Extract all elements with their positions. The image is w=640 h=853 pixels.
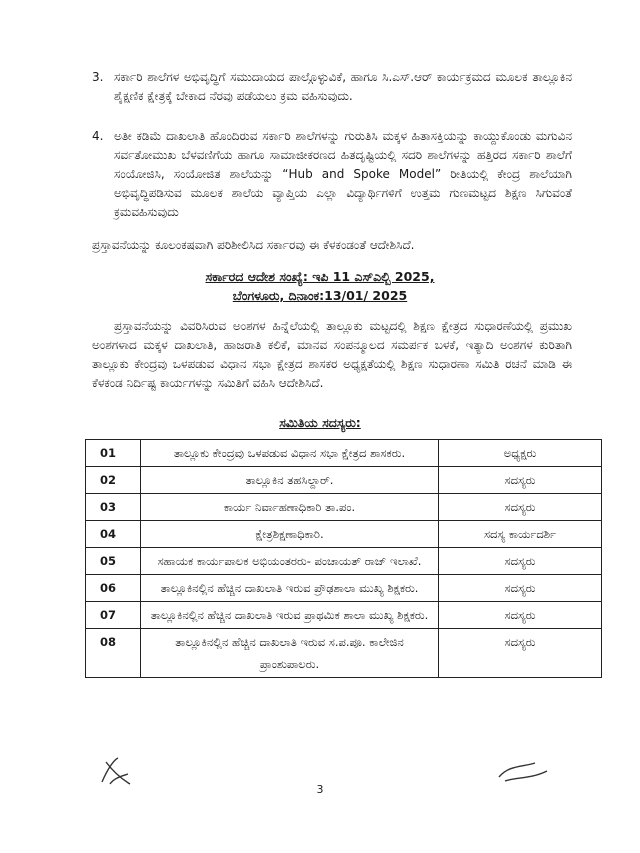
committee-heading: ಸಮಿತಿಯ ಸದಸ್ಯರು: bbox=[279, 415, 361, 430]
member-role: ಸದಸ್ಯರು bbox=[439, 467, 602, 494]
table-row bbox=[86, 602, 602, 629]
order-body: ಪ್ರಸ್ತಾವನೆಯನ್ನು ವಿವರಿಸಿರುವ ಅಂಶಗಳ ಹಿನ್ನೆಲೆಯಲ್ಲಿ ತಾಲ್ಲೂಕು ಮಟ್ಟದಲ್ಲಿ ಶಿಕ್ಷಣ ಕ್ಷೇತ್ರದ ಸುಧಾರಣೆಯಲ್ಲಿ ಪ್ರಮುಖ ಅಂಶಗಳಾದ ಮಕ್ಕಳ ದಾಖಲಾತಿ, ಹಾಜರಾತಿ ಕಲಿಕೆ, ಮಾನವ ಸಂಪನ್ಮೂಲದ ಸಮರ್ಪಕ ಬಳಕೆ, ಇತ್ಯಾದಿ ಅಂಶಗಳ ಕುರಿತಾಗಿ ತಾಲ್ಲೂಕು ಕೇಂದ್ರವು ಒಳಪಡುವ ವಿಧಾನ ಸಭಾ ಕ್ಷೇತ್ರದ ಶಾಸಕರ ಅಧ್ಯಕ್ಷತೆಯಲ್ಲಿ ಶಿಕ್ಷಣ ಸುಧಾರಣಾ ಸಮಿತಿ ರಚನೆ ಮಾಡಿ ಈ ಕೆಳಕಂಡ ನಿರ್ದಿಷ್ಟ ಕಾರ್ಯಗಳನ್ನು ಸಮಿತಿಗೆ ವಹಿಸಿ ಆದೇಶಿಸಿದೆ. bbox=[92, 319, 572, 390]
member-role: ಸದಸ್ಯರು bbox=[439, 629, 602, 678]
table-row bbox=[86, 467, 602, 494]
table-row bbox=[86, 521, 602, 548]
point-number: 3. bbox=[92, 70, 104, 84]
member-description: ಕಾರ್ಯ ನಿರ್ವಾಹಣಾಧಿಕಾರಿ ತಾ.ಪಂ. bbox=[141, 494, 439, 521]
member-number: 06 bbox=[86, 575, 141, 602]
member-role: ಸದಸ್ಯರು bbox=[439, 548, 602, 575]
table-row bbox=[86, 575, 602, 602]
member-number: 05 bbox=[86, 548, 141, 575]
order-place-date: ಬೆಂಗಳೂರು, ದಿನಾಂಕ:13/01/ 2025 bbox=[232, 288, 408, 303]
member-number: 08 bbox=[86, 629, 141, 678]
member-number: 07 bbox=[86, 602, 141, 629]
table-row bbox=[86, 440, 602, 467]
member-number: 03 bbox=[86, 494, 141, 521]
member-description: ತಾಲ್ಲೂಕಿನಲ್ಲಿನ ಹೆಚ್ಚಿನ ದಾಖಲಾತಿ ಇರುವ ಪ್ರಾಥಮಿಕ ಶಾಲಾ ಮುಖ್ಯ ಶಿಕ್ಷಕರು. bbox=[141, 602, 439, 629]
member-role: ಅಧ್ಯಕ್ಷರು bbox=[439, 440, 602, 467]
committee-members-table bbox=[85, 439, 602, 678]
page-number: 3 bbox=[316, 783, 324, 796]
member-role: ಸದಸ್ಯರು bbox=[439, 602, 602, 629]
table-row bbox=[86, 494, 602, 521]
member-number: 02 bbox=[86, 467, 141, 494]
member-role: ಸದಸ್ಯ ಕಾರ್ಯದರ್ಶಿ bbox=[439, 521, 602, 548]
member-number: 04 bbox=[86, 521, 141, 548]
member-description: ತಾಲ್ಲೂಕು ಕೇಂದ್ರವು ಒಳಪಡುವ ವಿಧಾನ ಸಭಾ ಕ್ಷೇತ್ರದ ಶಾಸಕರು. bbox=[141, 440, 439, 467]
table-row bbox=[86, 548, 602, 575]
member-role: ಸದಸ್ಯರು bbox=[439, 575, 602, 602]
member-description: ಕ್ಷೇತ್ರಶಿಕ್ಷಣಾಧಿಕಾರಿ. bbox=[141, 521, 439, 548]
point-text: ಸರ್ಕಾರಿ ಶಾಲೆಗಳ ಅಭಿವೃದ್ಧಿಗೆ ಸಮುದಾಯದ ಪಾಲ್ಗೊಳ್ಳುವಿಕೆ, ಹಾಗೂ ಸಿ.ಎಸ್.ಆರ್ ಕಾರ್ಯಕ್ರಮದ ಮೂಲಕ ತಾಲ್ಲೂಕಿನ ಶೈಕ್ಷಣಿಕ ಕ್ಷೇತ್ರಕ್ಕೆ ಬೇಕಾದ ನೆರವು ಪಡೆಯಲು ಕ್ರಮ ವಹಿಸುವುದು. bbox=[114, 70, 572, 103]
member-description: ತಾಲ್ಲೂಕಿನಲ್ಲಿನ ಹೆಚ್ಚಿನ ದಾಖಲಾತಿ ಇರುವ ಸ.ಪ.ಪೂ. ಕಾಲೇಜಿನ ಪ್ರಾಂಶುಪಾಲರು. bbox=[141, 629, 439, 678]
point-text: ಅತೀ ಕಡಿಮೆ ದಾಖಲಾತಿ ಹೊಂದಿರುವ ಸರ್ಕಾರಿ ಶಾಲೆಗಳನ್ನು ಗುರುತಿಸಿ ಮಕ್ಕಳ ಹಿತಾಸಕ್ತಿಯನ್ನು ಕಾಯ್ದುಕೊಂಡು ಮಗುವಿನ ಸರ್ವತೋಮುಖ ಬೆಳವಣಿಗೆಯ ಹಾಗೂ ಸಾಮಾಜೀಕರಣದ ಹಿತದೃಷ್ಟಿಯಲ್ಲಿ ಸದರಿ ಶಾಲೆಗಳನ್ನು ಹತ್ತಿರದ ಸರ್ಕಾರಿ ಶಾಲೆಗೆ ಸಂಯೋಜಿಸಿ, ಸಂಯೋಜಿತ ಶಾಲೆಯನ್ನು “Hub and Spoke Model” ರೀತಿಯಲ್ಲಿ ಕೇಂದ್ರ ಶಾಲೆಯಾಗಿ ಅಭಿವೃದ್ಧಿಪಡಿಸುವ ಮೂಲಕ ಶಾಲೆಯ ವ್ಯಾಪ್ತಿಯ ಎಲ್ಲಾ ವಿದ್ಯಾರ್ಥಿಗಳಿಗೆ ಉತ್ತಮ ಗುಣಮಟ್ಟದ ಶಿಕ್ಷಣ ಸಿಗುವಂತೆ ಕ್ರಮವಹಿಸುವುದು bbox=[114, 129, 572, 219]
point-4 bbox=[92, 127, 572, 222]
preamble-close: ಪ್ರಸ್ತಾವನೆಯನ್ನು ಕೂಲಂಕಷವಾಗಿ ಪರಿಶೀಲಿಸಿದ ಸರ್ಕಾರವು ಈ ಕೆಳಕಂಡಂತೆ ಆದೇಶಿಸಿದೆ. bbox=[92, 238, 415, 252]
order-number: ಸರ್ಕಾರದ ಆದೇಶ ಸಂಖ್ಯೆ: ಇಪಿ 11 ಎಸ್ಎಲ್ಬಿ 2025, bbox=[205, 269, 435, 284]
member-description: ಸಹಾಯಕ ಕಾರ್ಯಪಾಲಕ ಅಭಿಯಂತರರು- ಪಂಚಾಯತ್ ರಾಜ್ ಇಲಾಖೆ. bbox=[141, 548, 439, 575]
member-description: ತಾಲ್ಲೂಕಿನ ತಹಸಿಲ್ದಾರ್. bbox=[141, 467, 439, 494]
member-description: ತಾಲ್ಲೂಕಿನಲ್ಲಿನ ಹೆಚ್ಚಿನ ದಾಖಲಾತಿ ಇರುವ ಪ್ರೌಢಶಾಲಾ ಮುಖ್ಯ ಶಿಕ್ಷಕರು. bbox=[141, 575, 439, 602]
point-3 bbox=[92, 68, 572, 106]
point-number: 4. bbox=[92, 129, 104, 143]
table-row bbox=[86, 629, 602, 678]
member-role: ಸದಸ್ಯರು bbox=[439, 494, 602, 521]
member-number: 01 bbox=[86, 440, 141, 467]
